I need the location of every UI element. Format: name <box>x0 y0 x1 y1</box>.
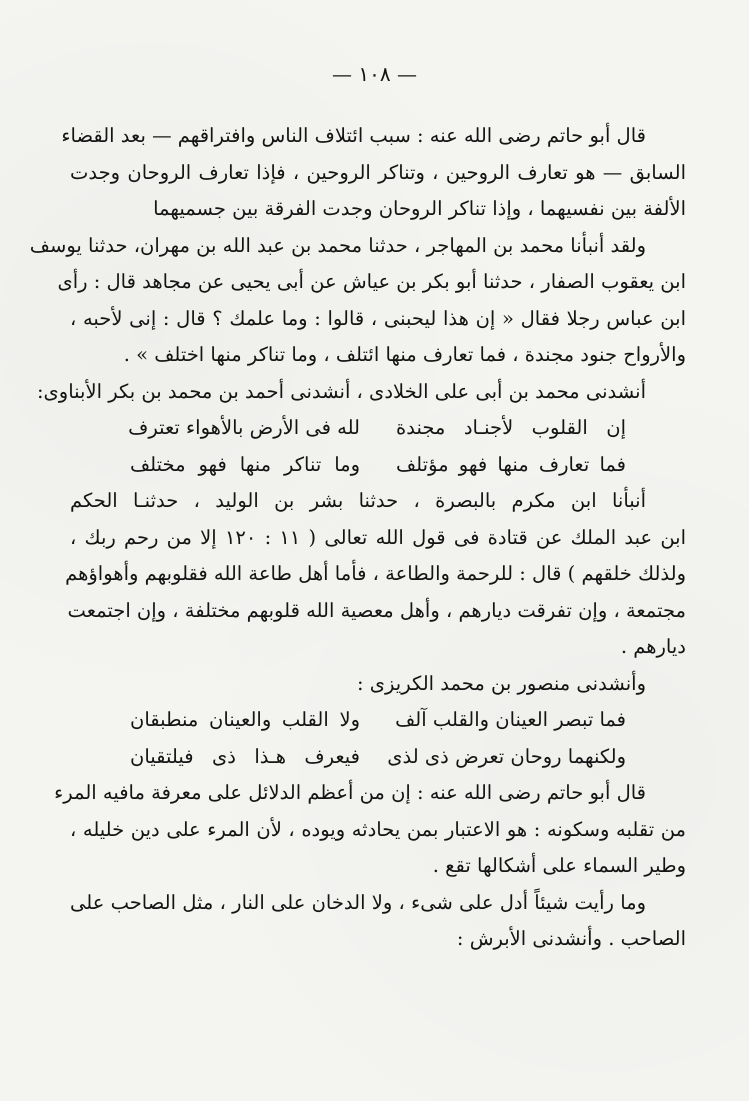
verse-first-hemistich: فما تبصر العينان والقلب آلف <box>395 708 626 731</box>
poem-verse <box>70 702 686 739</box>
verse-second-hemistich: فيعرف هـذا ذى فيلتقيان <box>130 744 360 768</box>
verse-second-hemistich: ولا القلب والعينان منطبقان <box>130 708 360 731</box>
verse-second-hemistich: وما تناكر منها فهو مختلف <box>130 452 360 476</box>
text-line: وطير السماء على أشكالها تقع . <box>432 854 686 877</box>
text-line: والأرواح جنود مجندة ، فما تعارف منها ائتلف ، وما تناكر منها اختلف » . <box>123 343 686 366</box>
body-text <box>29 118 687 958</box>
text-line: من تقلبه وسكونه : هو الاعتبار بمن يحادثه ويوده ، لأن المرء على دين خليله ، <box>70 817 686 841</box>
verse-first-hemistich: ولكنهما روحان تعرض ذى لذى <box>387 744 626 768</box>
text-line: ولذلك خلقهم ) قال : للرحمة والطاعة ، فأما أهل طاعة الله فقلوبهم وأهواؤهم <box>65 562 686 585</box>
poem-verse <box>70 739 686 776</box>
text-line: ولقد أنبأنا محمد بن المهاجر ، حدثنا محمد بن عبد الله بن مهران، حدثنا يوسف <box>29 233 646 257</box>
text-line: قال أبو حاتم رضى الله عنه : إن من أعظم الدلائل على معرفة مافيه المرء <box>54 781 646 804</box>
verse-second-hemistich: لله فى الأرض بالأهواء تعترف <box>128 416 360 439</box>
text-line: الألفة بين نفسيهما ، وإذا تناكر الروحان وجدت الفرقة بين جسميهما <box>153 197 686 220</box>
poem-verse <box>70 447 686 484</box>
text-line: أنشدنى محمد بن أبى على الخلادى ، أنشدنى أحمد بن محمد بن بكر الأبناوى: <box>36 379 646 403</box>
text-line: ديارهم . <box>620 635 686 658</box>
verse-first-hemistich: فما تعارف منها فهو مؤتلف <box>396 452 626 476</box>
poem-verse <box>70 410 686 447</box>
text-line: وما رأيت شيئاً أدل على شىء ، ولا الدخان على النار ، مثل الصاحب على <box>70 890 646 914</box>
text-line: وأنشدنى منصور بن محمد الكريزى : <box>356 671 646 695</box>
text-line: ابن يعقوب الصفار ، حدثنا أبو بكر بن عياش عن أبى يحيى عن مجاهد قال : رأى <box>57 270 686 293</box>
text-line: السابق — هو تعارف الروحين ، وتناكر الروحين ، فإذا تعارف الروحان وجدت <box>70 160 686 184</box>
page-number: — ١٠٨ — <box>332 62 417 86</box>
text-line: أنبأنا ابن مكرم بالبصرة ، حدثنا بشر بن الوليد ، حدثنـا الحكم <box>70 489 646 512</box>
text-line: قال أبو حاتم رضى الله عنه : سبب ائتلاف الناس وافتراقهم — بعد القضاء <box>61 124 646 147</box>
verse-first-hemistich: إن القلوب لأجنـاد مجندة <box>396 416 626 439</box>
text-line: ابن عبد الملك عن قتادة فى قول الله تعالى ( ١١ : ١٢٠ إلا من رحم ربك ، <box>70 525 687 549</box>
text-line: الصاحب . وأنشدنى الأبرش : <box>456 927 686 950</box>
text-line: ابن عباس رجلا فقال « إن هذا ليحبنى ، قالوا : وما علمك ؟ قال : إنى لأحبه ، <box>70 306 686 330</box>
text-line: مجتمعة ، وإن تفرقت ديارهم ، وأهل معصية الله قلوبهم مختلفة ، وإن اجتمعت <box>67 598 686 622</box>
